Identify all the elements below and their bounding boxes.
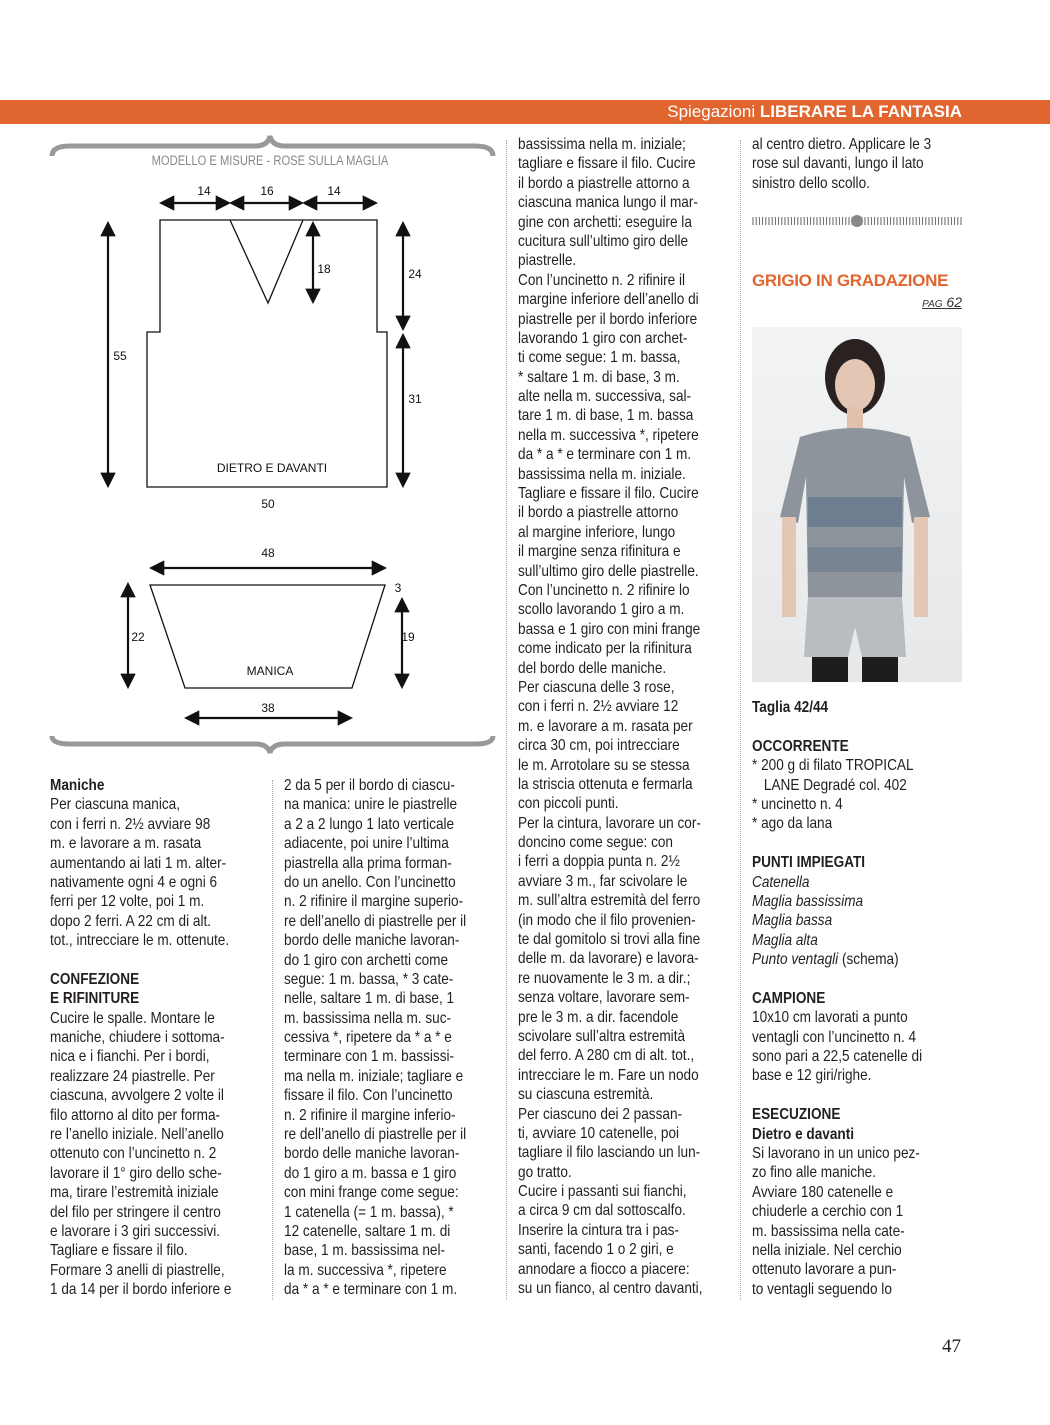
text-line: del filo per stringere il centro <box>50 1203 221 1221</box>
text-line <box>752 1086 962 1105</box>
text-line: bassissima nella m. iniziale. <box>518 465 686 483</box>
text-line: il bordo a piastrelle attorno <box>518 504 679 522</box>
text-line: dopo 2 ferri. A 22 cm di alt. <box>50 912 212 930</box>
text-line: Catenella <box>752 873 810 891</box>
text-line: da * a * e terminare con 1 m. <box>284 1281 458 1299</box>
section-heading: ESECUZIONE <box>752 1106 841 1124</box>
text-line: bordo delle maniche lavoran- <box>284 932 460 950</box>
text-line: su un fianco, al centro davanti, <box>518 1280 703 1298</box>
section-heading: Dietro e davanti <box>752 1125 855 1143</box>
text-line: sull’ultimo giro delle piastrelle. <box>518 562 699 580</box>
sleeve-label: MANICA <box>246 664 294 678</box>
text-line: con i ferri n. 2½ avviare 12 <box>518 698 679 716</box>
measure-neck-depth: 18 <box>317 262 331 276</box>
text-line: avviare 3 m., far scivolare le <box>518 872 688 890</box>
section-divider <box>752 214 962 228</box>
text-line: lavorare il 1° giro dello sche- <box>50 1164 222 1182</box>
text-line: re dell’anello di piastrelle per il <box>284 1126 467 1144</box>
text-line: * 200 g di filato TROPICAL <box>752 757 914 775</box>
text-line: maniche, chiudere i sottoma- <box>50 1029 225 1047</box>
text-line: a 2 a 2 lungo 1 lato verticale <box>284 815 455 833</box>
text-line: Per ciascuna delle 3 rose, <box>518 678 675 696</box>
text-line: Per ciascuna manica, <box>50 796 181 814</box>
text-line: aumentando ai lati 1 m. alter- <box>50 854 227 872</box>
column-separator <box>740 140 741 1300</box>
section-heading: OCCORRENTE <box>752 737 849 755</box>
text-line: circa 30 cm, poi intrecciare <box>518 737 680 755</box>
measure-side: 31 <box>408 392 422 406</box>
text-line: al margine inferiore, lungo <box>518 523 676 541</box>
text-line: nella iniziale. Nel cerchio <box>752 1241 902 1259</box>
text-line: realizzare 24 piastrelle. Per <box>50 1067 215 1085</box>
text-line <box>50 951 260 970</box>
text-line: con i ferri n. 2½ avviare 98 <box>50 815 211 833</box>
text-line: filo attorno al dito per forma- <box>50 1106 221 1124</box>
text-line: e lavorare i 3 giri successivi. <box>50 1222 221 1240</box>
text-line: 1 catenella (= 1 m. bassa), * <box>284 1203 454 1221</box>
text-line: tagliare e fissare il filo. Cucire <box>518 155 696 173</box>
text-line: m. sull’altra estremità del ferro <box>518 892 701 910</box>
text-line: ma nella m. iniziale; tagliare e <box>284 1067 464 1085</box>
text-line: ciascuna, avvolgere 2 volte il <box>50 1087 224 1105</box>
text-line: Cucire le spalle. Montare le <box>50 1009 215 1027</box>
text-line: Inserire la cintura tra i pas- <box>518 1221 679 1239</box>
text-line: cessiva *, ripetere da * a * e <box>284 1029 452 1047</box>
text-line <box>752 717 962 736</box>
text-line: nica e i fianchi. Per i bordi, <box>50 1048 210 1066</box>
text-line: doncino come segue: con <box>518 834 673 852</box>
text-line: (in modo che il filo provenien- <box>518 911 696 929</box>
text-line: Tagliare e fissare il filo. <box>50 1242 188 1260</box>
project-title: GRIGIO IN GRADAZIONE <box>752 271 949 290</box>
text-line: LANE Degradé col. 402 <box>763 776 907 794</box>
text-line: tagliare il filo lasciando un lun- <box>518 1144 701 1162</box>
text-line: del bordo delle maniche. <box>518 659 667 677</box>
section-heading: CONFEZIONE <box>50 970 140 988</box>
text-line: Con l’uncinetto n. 2 rifinire il <box>518 271 686 289</box>
text-line: ti come segue: 1 m. bassa, <box>518 349 681 367</box>
section-heading: Maniche <box>50 777 105 794</box>
text-line: m. e lavorare a m. rasata <box>50 835 202 853</box>
text-line: bassissima nella m. iniziale; <box>518 136 686 153</box>
section-heading: E RIFINITURE <box>50 990 140 1008</box>
text-line: sono pari a 22,5 catenelle di <box>752 1048 923 1066</box>
text-line: te dal gomitolo si trovi alla fine <box>518 931 701 949</box>
text-line: piastrelle. <box>518 252 577 270</box>
measure-top-left: 14 <box>197 184 211 198</box>
text-line: * saltare 1 m. di base, 3 m. <box>518 368 680 386</box>
text-line: adiacente, poi unire l’ultima <box>284 835 449 853</box>
measure-sleeve-right: 19 <box>401 630 415 644</box>
text-line: base e 12 giri/righe. <box>752 1067 872 1085</box>
text-line: nativamente ogni 4 e ogni 6 <box>50 873 218 891</box>
text-line: alte nella m. successiva, sal- <box>518 388 692 406</box>
text-line: su ciascuna estremità. <box>518 1086 654 1104</box>
text-line: Maglia bassa <box>752 912 833 930</box>
body-outline <box>147 220 387 487</box>
text-line: con piccoli punti. <box>518 795 619 813</box>
text-line: da * a * e terminare con 1 m. <box>518 446 692 464</box>
text-line: Per la cintura, lavorare un cor- <box>518 814 701 832</box>
text-line: al centro dietro. Applicare le 3 <box>752 136 932 153</box>
text-line: 1 da 14 per il bordo inferiore e <box>50 1281 232 1299</box>
text-line <box>752 834 962 853</box>
text-column-4-top <box>752 135 962 193</box>
text-column-3 <box>518 135 728 1298</box>
text-line: annodare a fiocco a piacere: <box>518 1260 690 1278</box>
text-line: come indicato per la rifinitura <box>518 640 692 658</box>
measure-top-right: 14 <box>327 184 341 198</box>
text-line: i ferri a doppia punta n. 2½ <box>518 853 680 871</box>
text-line: Per ciascuno dei 2 passan- <box>518 1105 683 1123</box>
text-line: sinistro dello scollo. <box>752 174 870 192</box>
text-line: * uncinetto n. 4 <box>752 795 843 813</box>
text-line: gine con archetti: eseguire la <box>518 213 692 231</box>
measure-height: 55 <box>113 349 127 363</box>
article-title: LIBERARE LA FANTASIA <box>759 102 962 121</box>
schema-note: (schema) <box>838 951 899 969</box>
bottom-brace <box>52 736 493 753</box>
text-column-4 <box>752 698 962 1299</box>
measure-sleeve-top: 48 <box>261 546 275 560</box>
text-line: n. 2 rifinire il margine inferio- <box>284 1106 456 1124</box>
text-line: con mini frange come segue: <box>284 1184 459 1202</box>
body-label: DIETRO E DAVANTI <box>216 461 328 475</box>
text-line: m. e lavorare a m. rasata per <box>518 717 693 735</box>
text-line: cucitura sull’ultimo giro delle <box>518 232 689 250</box>
measure-sleeve-bottom: 38 <box>261 701 275 715</box>
text-line: Cucire i passanti sui fianchi, <box>518 1183 687 1201</box>
text-line: bordo delle maniche lavoran- <box>284 1145 460 1163</box>
text-line: ma, tirare l’estremità iniziale <box>50 1184 219 1202</box>
text-line: ciascuna manica lungo il mar- <box>518 194 698 212</box>
text-line: Si lavorano in un unico pez- <box>752 1144 920 1162</box>
text-line: 12 catenelle, saltare 1 m. di <box>284 1222 451 1240</box>
text-line: ottenuto lavorare a pun- <box>752 1261 897 1279</box>
text-line: segue: 1 m. bassa, * 3 cate- <box>284 970 454 988</box>
text-line: ventagli con l’uncinetto n. 4 <box>752 1028 917 1046</box>
text-line: re dell’anello di piastrelle per il <box>284 912 467 930</box>
text-line <box>752 950 962 969</box>
diagram-title: MODELLO E MISURE - ROSE SULLA MAGLIA <box>151 152 389 169</box>
text-column-2 <box>284 776 494 1300</box>
section-heading: CAMPIONE <box>752 989 826 1007</box>
measure-sleeve-left: 22 <box>131 630 145 644</box>
text-line: do 1 giro a m. bassa e 1 giro <box>284 1164 457 1182</box>
text-line: terminare con 1 m. bassissi- <box>284 1048 455 1066</box>
text-line: il margine senza rifinitura e <box>518 543 681 561</box>
column-separator <box>272 780 273 1300</box>
text-line: la m. successiva *, ripetere <box>284 1261 447 1279</box>
text-line: do 1 giro con archetti come <box>284 951 449 969</box>
measure-armhole: 24 <box>408 267 422 281</box>
text-line: piastrelle per il bordo inferiore <box>518 310 698 328</box>
section-heading: Taglia 42/44 <box>752 699 829 716</box>
pattern-diagram <box>0 0 520 770</box>
text-line: le m. Arrotolare su se stessa <box>518 756 690 774</box>
text-line: do un anello. Con l’uncinetto <box>284 873 456 891</box>
text-line: re l’anello iniziale. Nell’anello <box>50 1126 224 1144</box>
text-line: Con l’uncinetto n. 2 rifinire lo <box>518 581 690 599</box>
text-line: scivolare sull’altra estremità <box>518 1027 686 1045</box>
text-line: delle m. da lavorare) e lavora- <box>518 950 699 968</box>
text-line: margine inferiore dell’anello di <box>518 291 699 309</box>
stitch-name: Punto ventagli <box>752 951 839 969</box>
text-line: piastrella alla prima forman- <box>284 854 452 872</box>
text-line: bassa e 1 giro con mini frange <box>518 620 701 638</box>
text-line: 10x10 cm lavorati a punto <box>752 1009 908 1027</box>
text-line: Maglia alta <box>752 931 818 949</box>
text-line: lavorando 1 giro con archet- <box>518 329 688 347</box>
text-line: la striscia ottenuta e fermarla <box>518 775 693 793</box>
text-line: 2 da 5 per il bordo di ciascu- <box>284 777 455 794</box>
measure-sleeve-shoulder: 3 <box>394 581 402 595</box>
text-line: na manica: unire le piastrelle <box>284 796 458 814</box>
text-line: Tagliare e fissare il filo. Cucire <box>518 485 699 503</box>
measure-width: 50 <box>261 497 275 511</box>
text-line <box>752 969 962 988</box>
section-title <box>667 102 962 122</box>
text-line: * ago da lana <box>752 815 833 833</box>
text-column-1 <box>50 776 260 1300</box>
text-line: santi, facendo 1 o 2 giri, e <box>518 1241 674 1259</box>
text-line: senza voltare, lavorare sem- <box>518 989 690 1007</box>
page-number: 47 <box>942 1336 961 1357</box>
text-line: ti, avviare 10 catenelle, poi <box>518 1124 680 1142</box>
text-line: re nuovamente le 3 m. a dir.; <box>518 969 691 987</box>
text-line: intrecciare le m. Fare un nodo <box>518 1066 699 1084</box>
text-line: rose sul davanti, lungo il lato <box>752 155 924 173</box>
measure-neck: 16 <box>260 184 274 198</box>
text-line: tare 1 m. di base, 1 m. bassa <box>518 407 694 425</box>
page-ref-label: PAG <box>922 299 943 310</box>
text-line: a circa 9 cm dal sottoscalfo. <box>518 1202 686 1220</box>
text-line: tot., intrecciare le m. ottenute. <box>50 932 230 950</box>
text-line: base, 1 m. bassissima nel- <box>284 1242 445 1260</box>
text-line: pre le 3 m. a dir. facendole <box>518 1008 679 1026</box>
column-separator <box>506 140 507 1300</box>
text-line: il bordo a piastrelle attorno a <box>518 174 690 192</box>
text-line: ferri per 12 volte, poi 1 m. <box>50 893 205 911</box>
section-heading: PUNTI IMPIEGATI <box>752 854 866 872</box>
text-line: Maglia bassissima <box>752 892 864 910</box>
text-line: Formare 3 anelli di piastrelle, <box>50 1261 225 1279</box>
text-line: scollo lavorando 1 giro a m. <box>518 601 685 619</box>
neckline <box>230 220 303 303</box>
text-line: nella m. successiva *, ripetere <box>518 426 699 444</box>
text-line: m. bassissima nella m. suc- <box>284 1009 452 1027</box>
text-line: zo fino alle maniche. <box>752 1164 876 1182</box>
text-line: Avviare 180 catenelle e <box>752 1183 894 1201</box>
text-line: nelle, saltare 1 m. di base, 1 <box>284 990 455 1008</box>
text-line: chiuderle a cerchio con 1 <box>752 1203 904 1221</box>
text-line: fissare il filo. Con l’uncinetto <box>284 1087 453 1105</box>
text-line: go tratto. <box>518 1163 572 1181</box>
page-reference[interactable] <box>922 294 962 310</box>
section-label: Spiegazioni <box>667 102 756 121</box>
model-photo <box>752 327 962 682</box>
text-line: to ventagli seguendo lo <box>752 1280 892 1298</box>
text-line: m. bassissima nella cate- <box>752 1222 905 1240</box>
text-line: ottenuto con l’uncinetto n. 2 <box>50 1145 217 1163</box>
text-line: del ferro. A 280 cm di alt. tot., <box>518 1047 695 1065</box>
page-ref-number: 62 <box>946 294 962 310</box>
text-line: n. 2 rifinire il margine superio- <box>284 893 464 911</box>
